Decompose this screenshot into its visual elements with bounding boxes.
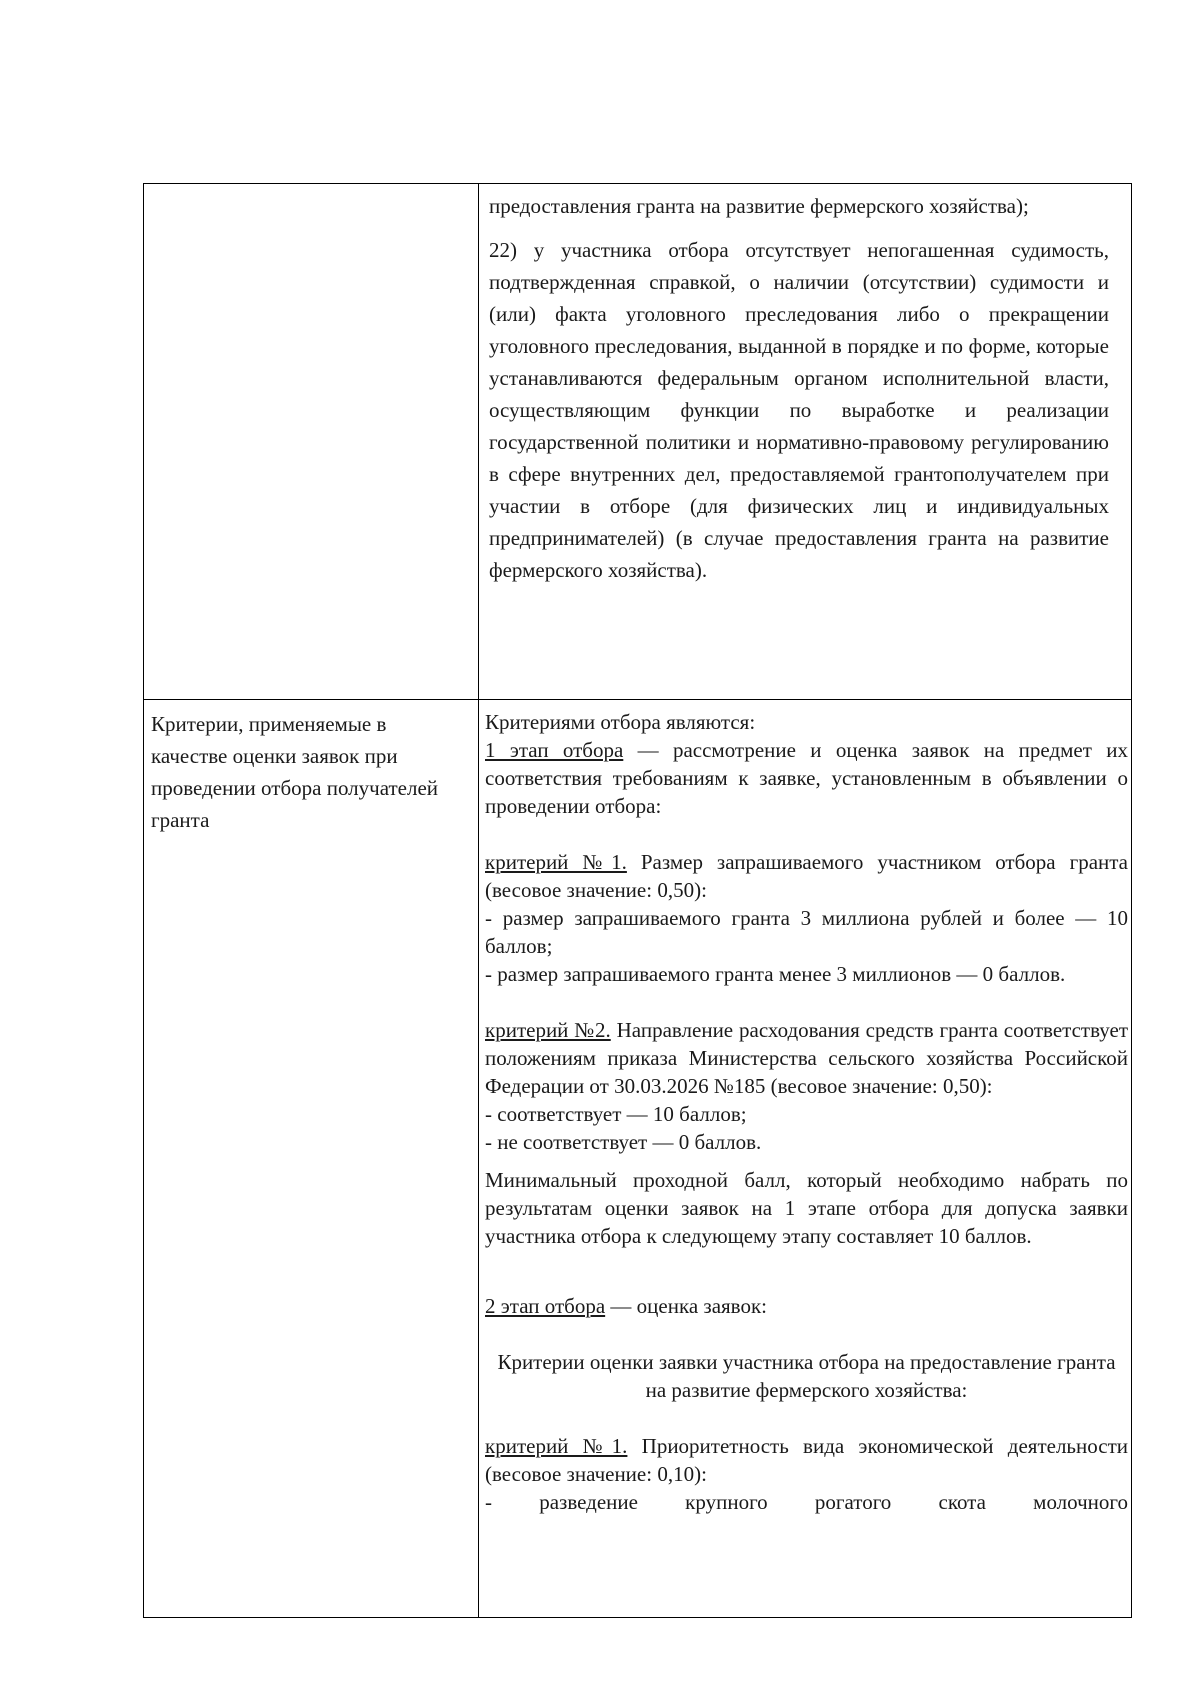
stage2-criterion1-label: критерий №1.: [485, 1434, 628, 1458]
paragraph-item-22: 22) у участника отбора отсутствует непогашенная судимость, подтвержденная справкой, о наличии (отсутствии) судимости и (или) факта уголовного преследования либо о прекращении уголовного преследования, выданной в порядке и по форме, которые устанавливаются федеральным органом исполнительной власти, осуществляющим функции по выработке и реализации государственной политики и нормативно-правовому регулированию в сфере внутренних дел, предоставляемой грантополучателем при участии в отборе (для физических лиц и индивидуальных предпринимателей) (в случае предоставления гранта на развитие фермерского хозяйства).: [489, 238, 1109, 582]
column-divider: [478, 184, 479, 1617]
cell-criteria-content: [485, 708, 1128, 1544]
criterion1-label: критерий №1.: [485, 850, 627, 874]
criteria-table: [143, 183, 1132, 1618]
criterion2-option1: - соответствует — 10 баллов;: [485, 1102, 747, 1126]
cell-criteria-label: Критерии, применяемые в качестве оценки заявок при проведении отбора получателей гранта: [151, 712, 439, 832]
stage2-criterion1-text: Приоритетность вида экономической деятельности (весовое значение: 0,10):: [485, 1434, 1128, 1486]
stage2-heading: Критерии оценки заявки участника отбора на предоставление гранта на развитие фермерского хозяйства:: [497, 1350, 1116, 1402]
paragraph-grant-purpose: предоставления гранта на развитие фермерского хозяйства);: [489, 194, 1029, 218]
criterion1-text: Размер запрашиваемого участником отбора гранта (весовое значение: 0,50):: [485, 850, 1129, 902]
criterion2-text: Направление расходования средств гранта соответствует положениям приказа Министерства сельского хозяйства Российской Федерации от 30.03.2026 №185 (весовое значение: 0,50):: [485, 1018, 1128, 1098]
criterion2-label: критерий №2.: [485, 1018, 611, 1042]
row-divider: [144, 699, 1131, 700]
criterion1-option1: - размер запрашиваемого гранта 3 миллиона рублей и более — 10 баллов;: [485, 906, 1128, 958]
cell-requirements-continued: [489, 190, 1109, 598]
stage1-label: 1 этап отбора: [485, 738, 624, 762]
criterion2-option2: - не соответствует — 0 баллов.: [485, 1130, 762, 1154]
stage2-criterion1-paragraph: [485, 1432, 1128, 1488]
criterion2-paragraph: [485, 1016, 1128, 1100]
stage1-paragraph: [485, 736, 1128, 820]
criterion1-paragraph: [485, 848, 1128, 904]
min-score-paragraph: Минимальный проходной балл, который необходимо набрать по результатам оценки заявок на 1 этапе отбора для допуска заявки участника отбора к следующему этапу составляет 10 баллов.: [485, 1168, 1128, 1248]
stage2-label: 2 этап отбора: [485, 1294, 606, 1318]
criterion1-option2: - размер запрашиваемого гранта менее 3 миллионов — 0 баллов.: [485, 962, 1066, 986]
stage2-criterion1-option1: - разведение крупного рогатого скота молочного: [485, 1490, 1128, 1514]
stage2-paragraph: [485, 1292, 1128, 1320]
criteria-intro: Критериями отбора являются:: [485, 710, 756, 734]
stage2-text: — оценка заявок:: [605, 1294, 767, 1318]
stage1-text: — рассмотрение и оценка заявок на предмет их соответствия требованиям к заявке, установленным в объявлении о проведении отбора:: [485, 738, 1128, 818]
